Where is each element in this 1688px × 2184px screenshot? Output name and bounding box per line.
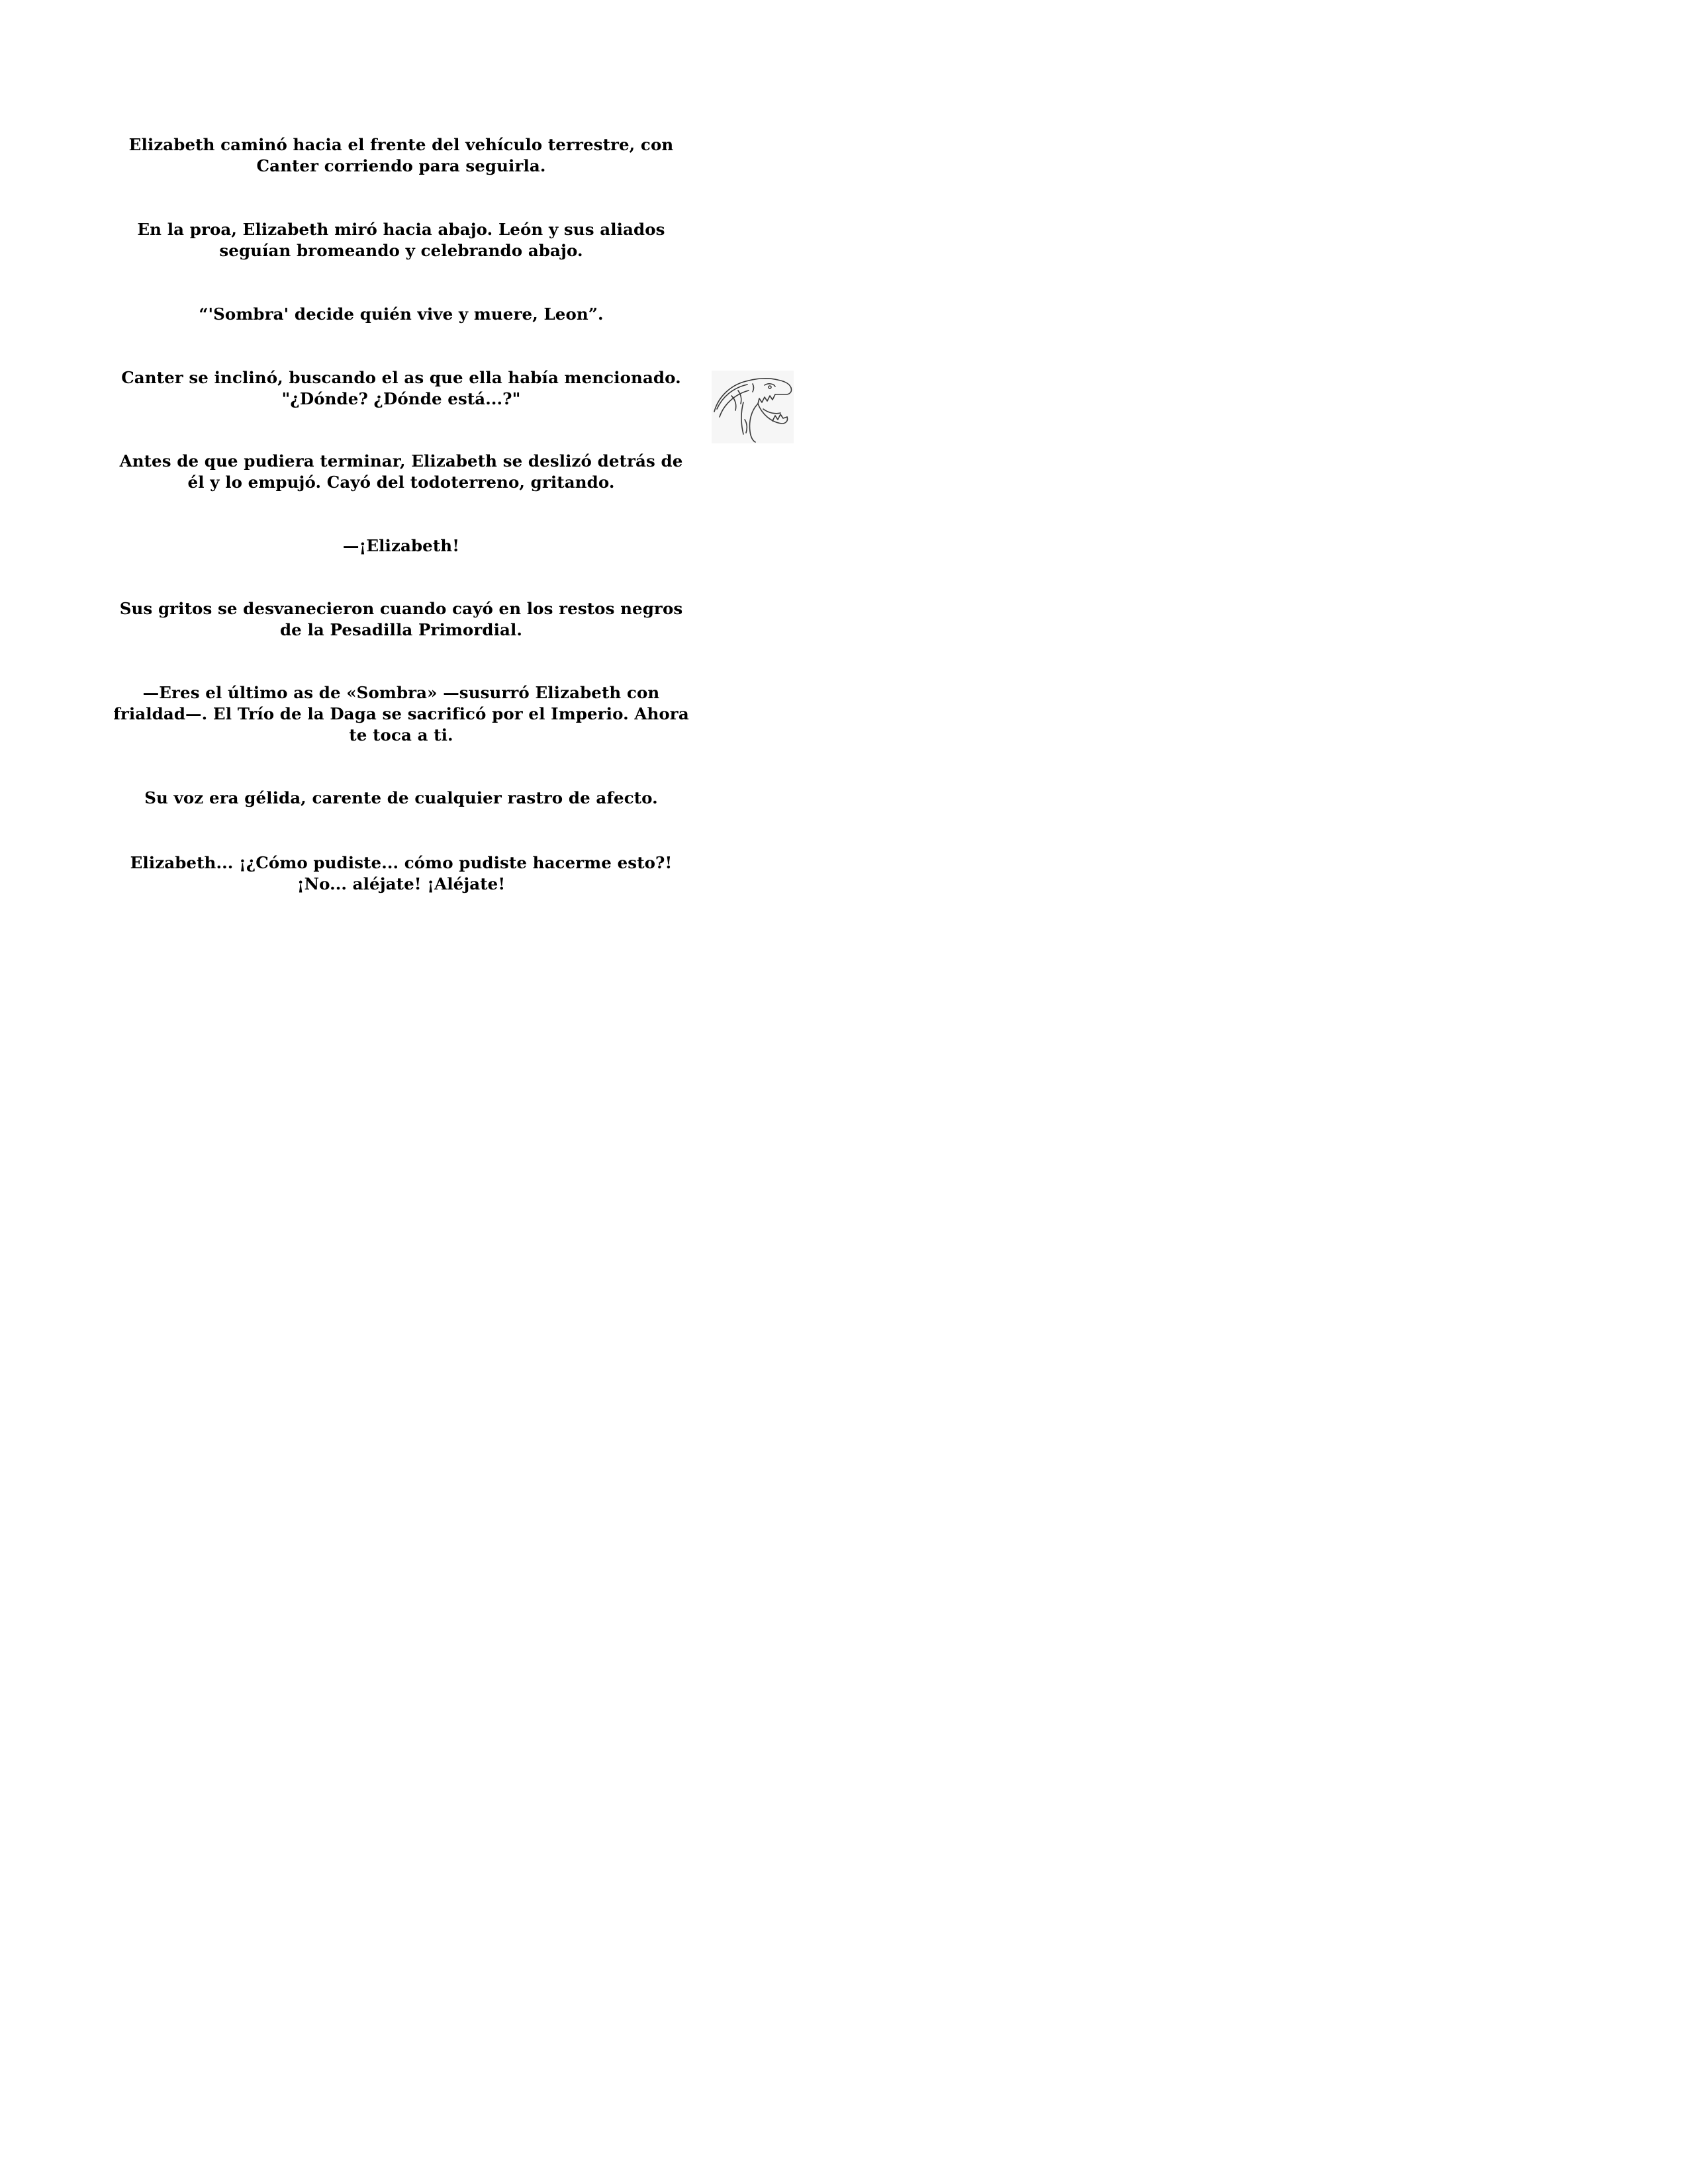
document-page bbox=[0, 0, 810, 1048]
paragraph-8-line-2: frialdad—. El Trío de la Daga se sacrificó por el Imperio. Ahora bbox=[113, 704, 689, 723]
paragraph-1-line-1: Elizabeth caminó hacia el frente del vehículo terrestre, con bbox=[128, 135, 674, 154]
paragraph-5-line-2: él y lo empujó. Cayó del todoterreno, gritando. bbox=[187, 473, 615, 492]
paragraph-9 bbox=[99, 788, 703, 809]
dinosaur-sketch bbox=[712, 371, 794, 443]
paragraph-8-line-1: —Eres el último as de «Sombra» —susurró Elizabeth con bbox=[142, 683, 660, 702]
paragraph-7 bbox=[99, 598, 703, 641]
paragraph-7-line-1: Sus gritos se desvanecieron cuando cayó en los restos negros bbox=[119, 599, 683, 618]
paragraph-1 bbox=[99, 134, 703, 177]
paragraph-2 bbox=[99, 219, 703, 261]
paragraph-10-line-1: Elizabeth... ¡¿Cómo pudiste... cómo pudiste hacerme esto?! bbox=[130, 853, 673, 872]
paragraph-2-line-2: seguían bromeando y celebrando abajo. bbox=[219, 241, 583, 260]
paragraph-10-line-2: ¡No... aléjate! ¡Aléjate! bbox=[297, 874, 506, 893]
paragraph-4-line-2: "¿Dónde? ¿Dónde está...?" bbox=[281, 389, 521, 408]
paragraph-4-line-1: Canter se inclinó, buscando el as que ella había mencionado. bbox=[121, 368, 681, 387]
paragraph-8-line-3: te toca a ti. bbox=[349, 725, 453, 745]
paragraph-3 bbox=[99, 304, 703, 325]
paragraph-1-line-2: Canter corriendo para seguirla. bbox=[256, 156, 546, 175]
paragraph-10 bbox=[99, 852, 703, 895]
paragraph-6-line-1: —¡Elizabeth! bbox=[342, 536, 460, 555]
paragraph-7-line-2: de la Pesadilla Primordial. bbox=[279, 620, 523, 639]
paragraph-8 bbox=[99, 682, 703, 746]
paragraph-4 bbox=[99, 367, 703, 410]
paragraph-9-line-1: Su voz era gélida, carente de cualquier rastro de afecto. bbox=[144, 788, 658, 807]
paragraph-5 bbox=[99, 451, 703, 493]
dinosaur-sketch-icon bbox=[712, 371, 794, 443]
paragraph-6 bbox=[99, 535, 703, 557]
paragraph-3-line-1: “'Sombra' decide quién vive y muere, Leon”. bbox=[199, 304, 604, 324]
paragraph-2-line-1: En la proa, Elizabeth miró hacia abajo. León y sus aliados bbox=[137, 220, 665, 239]
paragraph-5-line-1: Antes de que pudiera terminar, Elizabeth se deslizó detrás de bbox=[119, 451, 683, 471]
